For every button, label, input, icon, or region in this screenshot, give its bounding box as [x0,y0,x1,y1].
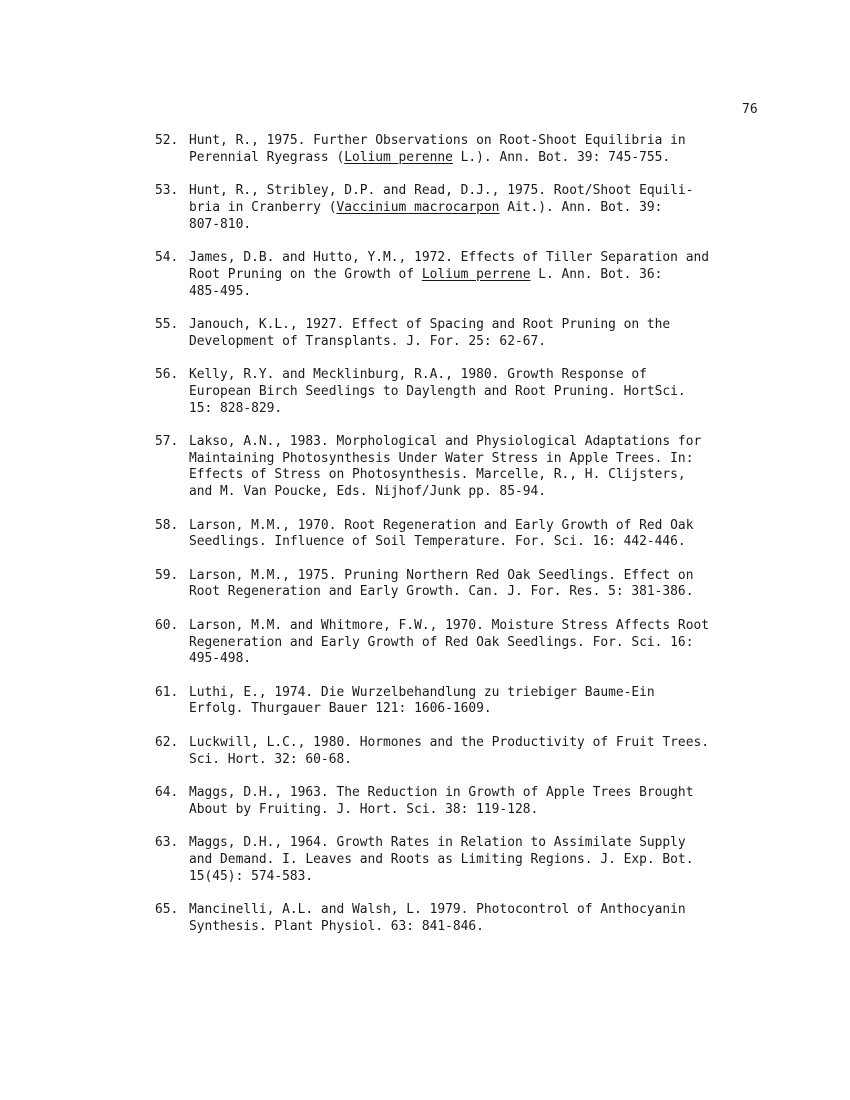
reference-text-segment: James, D.B. and Hutto, Y.M., 1972. Effects of Tiller Separation and Root Pruning on the Growth of [189,249,709,282]
species-name: Lolium perrene [421,266,531,282]
reference-number: 53. [155,183,179,199]
reference-text-segment: L.). Ann. Bot. 39: 745-755. [452,149,671,165]
reference-text [189,568,795,602]
reference-item [155,434,795,501]
reference-text-segment: Larson, M.M. and Whitmore, F.W., 1970. Moisture Stress Affects Root Regeneration and Early Growth of Red Oak Seedlings. For. Sci. 16: 495-498. [189,617,709,667]
reference-text [189,133,795,167]
reference-text-segment: Larson, M.M., 1975. Pruning Northern Red Oak Seedlings. Effect on Root Regeneration and Early Growth. Can. J. For. Res. 5: 381-386. [189,567,694,600]
reference-number: 63. [155,834,179,850]
reference-number: 56. [155,366,179,382]
reference-item [155,367,795,417]
reference-number: 57. [155,433,179,449]
reference-text [189,518,795,552]
reference-text-segment: Mancinelli, A.L. and Walsh, L. 1979. Photocontrol of Anthocyanin Synthesis. Plant Physiol. 63: 841-846. [189,901,686,934]
reference-item [155,518,795,552]
reference-number: 58. [155,517,179,533]
reference-text-segment: Luthi, E., 1974. Die Wurzelbehandlung zu triebiger Baume-Ein Erfolg. Thurgauer Bauer 121: 1606-1609. [189,684,655,717]
reference-text [189,835,795,885]
reference-text [189,785,795,819]
reference-number: 52. [155,133,179,148]
reference-text [189,618,795,668]
reference-text-segment: Larson, M.M., 1970. Root Regeneration and Early Growth of Red Oak Seedlings. Influence of Soil Temperature. For. Sci. 16: 442-446. [189,517,694,550]
reference-text [189,735,795,769]
reference-item [155,250,795,300]
reference-item [155,183,795,233]
reference-text [189,902,795,936]
reference-text [189,183,795,233]
reference-text [189,367,795,417]
reference-number: 59. [155,567,179,583]
reference-item [155,685,795,719]
reference-item [155,618,795,668]
reference-number: 54. [155,249,179,265]
reference-item [155,902,795,936]
reference-text-segment: Hunt, R., Stribley, D.P. and Read, D.J., 1975. Root/Shoot Equili- bria in Cranberry ( [189,183,694,215]
reference-number: 61. [155,684,179,700]
reference-number: 60. [155,617,179,633]
species-name: Vaccinium macrocarpon [336,199,500,215]
reference-list [155,133,795,935]
reference-item [155,785,795,819]
species-name: Lolium perenne [344,149,453,165]
reference-text-segment: Hunt, R., 1975. Further Observations on Root-Shoot Equilibria in Perennial Ryegrass ( [189,133,686,165]
reference-number: 64. [155,784,179,800]
reference-text-segment: Luckwill, L.C., 1980. Hormones and the Productivity of Fruit Trees. Sci. Hort. 32: 60-68. [189,734,709,767]
reference-item [155,317,795,351]
reference-text [189,317,795,351]
reference-number: 55. [155,316,179,332]
reference-text [189,250,795,300]
page-number: 76 [742,102,758,117]
reference-item [155,735,795,769]
reference-text [189,685,795,719]
reference-number: 65. [155,901,179,917]
reference-text-segment: Ait.). Ann. Bot. 39: 807-810. [189,199,663,232]
reference-item [155,133,795,167]
reference-text-segment: Kelly, R.Y. and Mecklinburg, R.A., 1980. Growth Response of European Birch Seedlings to Daylength and Root Pruning. HortSci. 15: 828-829. [189,366,686,416]
reference-item [155,835,795,885]
reference-text-segment: Maggs, D.H., 1964. Growth Rates in Relation to Assimilate Supply and Demand. I. Leaves and Roots as Limiting Regions. J. Exp. Bot. 15(45): 574-583. [189,834,694,884]
reference-text-segment: L. Ann. Bot. 36: 485-495. [189,266,663,299]
reference-item [155,568,795,602]
reference-text-segment: Janouch, K.L., 1927. Effect of Spacing and Root Pruning on the Development of Transplants. J. For. 25: 62-67. [189,316,671,349]
reference-text [189,434,795,501]
reference-text-segment: Maggs, D.H., 1963. The Reduction in Growth of Apple Trees Brought About by Fruiting. J. Hort. Sci. 38: 119-128. [189,784,694,817]
reference-text-segment: Lakso, A.N., 1983. Morphological and Physiological Adaptations for Maintaining Photosynthesis Under Water Stress in Apple Trees. In: Effects of Stress on Photosynthesis. Marcelle, R., H. Clijsters, and M. Van Poucke, Eds. Nijhof/Junk pp. 85-94. [189,433,702,500]
reference-number: 62. [155,734,179,750]
